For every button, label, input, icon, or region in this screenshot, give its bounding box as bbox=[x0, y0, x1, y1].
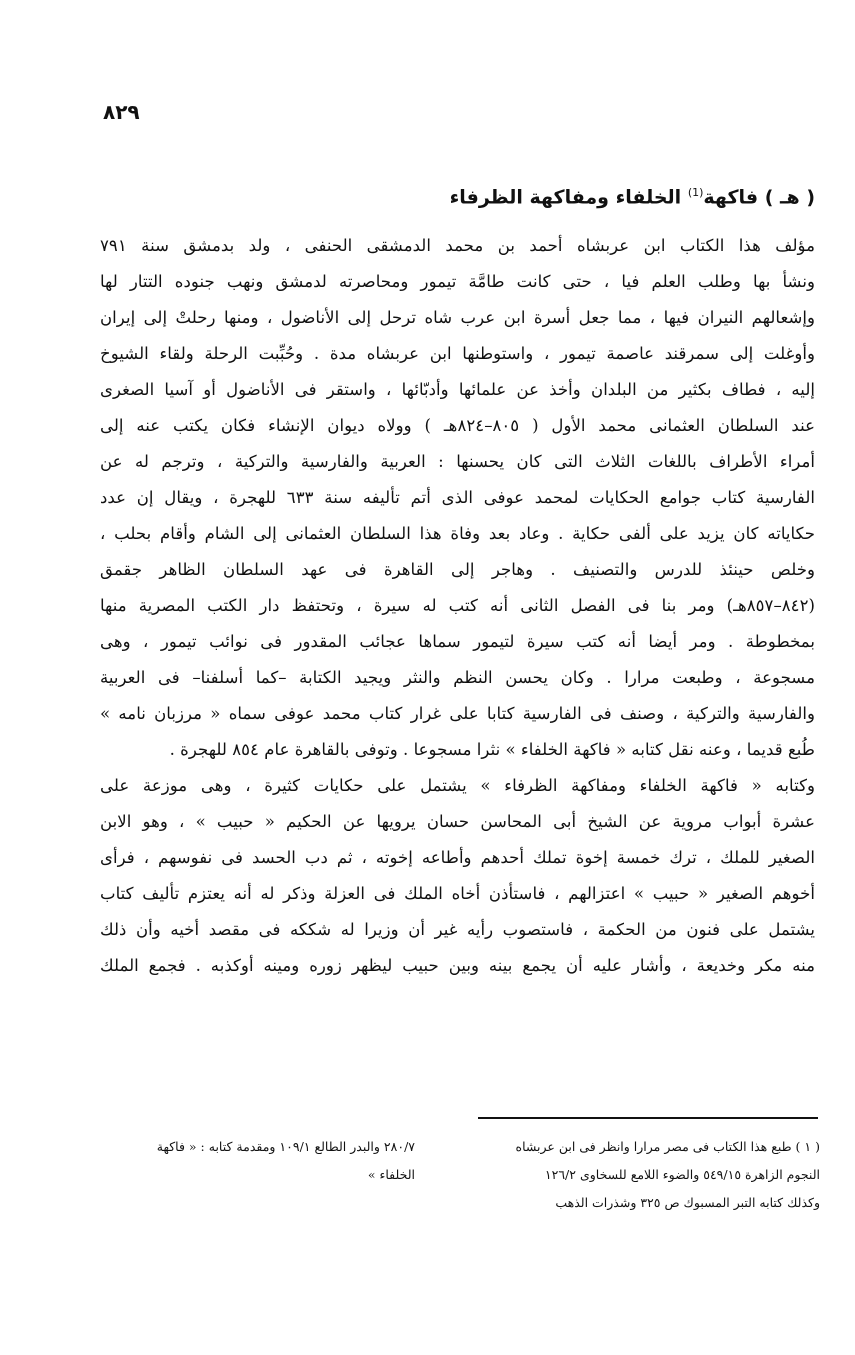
body-line: طُبع قديما ، وعنه نقل كتابه « فاكهة الخلفاء » نثرا مسجوعا . وتوفى بالقاهرة عام ٨٥٤ للهجرة . bbox=[169, 740, 815, 759]
heading-marker: ( هـ ) bbox=[764, 186, 815, 209]
body-line: حكاياته كان يزيد على ألفى حكاية . وعاد بعد وفاة هذا السلطان العثمانى إلى الشام وأقام بحلب ، bbox=[100, 524, 815, 543]
footnote-line: ٢٨٠/٧ والبدر الطالع ١٠٩/١ ومقدمة كتابه : « فاكهة bbox=[156, 1139, 415, 1154]
body-line: أخوهم الصغير « حبيب » اعتزالهم ، فاستأذن أخاه الملك فى العزلة وذكر له أنه يعتزم تأليف كتاب bbox=[100, 884, 815, 903]
heading-title-start: فاكهة bbox=[703, 186, 759, 209]
footnote-divider bbox=[478, 1117, 818, 1119]
footnote-reference[interactable]: (1) bbox=[687, 186, 704, 199]
body-line: وإشعالهم النيران فيها ، مما جعل أسرة ابن عرب شاه ترحل إلى الأناضول ، ومنها رحلتْ إلى إيران bbox=[100, 308, 815, 327]
body-line: والفارسية والتركية ، وصنف فى الفارسية كتابا على غرار كتاب محمد عوفى سماه « مرزبان نامه » bbox=[100, 704, 815, 723]
footnote-line: النجوم الزاهرة ٥٤٩/١٥ والضوء اللامع للسخاوى ١٢٦/٢ bbox=[544, 1167, 820, 1182]
heading-title-rest: الخلفاء ومفاكهة الظرفاء bbox=[449, 186, 682, 209]
body-line: وخلص حينئذ للدرس والتصنيف . وهاجر إلى القاهرة فى عهد السلطان الظاهر جقمق bbox=[100, 560, 815, 579]
body-line: إليه ، فطاف بكثير من البلدان وأخذ عن علمائها وأدبّائها ، واستقر فى الأناضول أو آسيا الصغرى bbox=[100, 380, 815, 399]
body-line: عند السلطان العثمانى محمد الأول ( ٨٠٥–٨٢٤هـ ) وولاه ديوان الإنشاء فكان يكتب عنه إلى bbox=[100, 416, 815, 435]
body-line: (٨٤٢–٨٥٧هـ) ومر بنا فى الفصل الثانى أنه كتب له سيرة ، وتحتفظ دار الكتب المصرية منها bbox=[100, 596, 815, 615]
body-line: ونشأ بها وطلب العلم فيا ، حتى كانت طامَّة تيمور ومحاصرته لدمشق ونهب جنوده التتار لها bbox=[100, 272, 815, 291]
body-text bbox=[100, 228, 815, 984]
body-line: يشتمل على فنون من الحكمة ، فاستصوب رأيه غير أن وزيرا له شككه فى مقصد أخيه وأن ذلك bbox=[100, 920, 815, 939]
footnotes bbox=[95, 1133, 820, 1258]
footnote-column-left bbox=[95, 1133, 415, 1189]
footnote-line: وكذلك كتابه التبر المسبوك ص ٣٢٥ وشذرات الذهب bbox=[555, 1195, 820, 1210]
footnote-line: ( ١ ) طبع هذا الكتاب فى مصر مرارا وانظر فى ابن عربشاه bbox=[515, 1139, 820, 1154]
body-line: أمراء الأطراف باللغات الثلاث التى كان يحسنها : العربية والفارسية والتركية ، وترجم له عن bbox=[100, 452, 815, 471]
page-number: ٨٢٩ bbox=[103, 100, 140, 124]
body-line: بمخطوطة . ومر أيضا أنه كتب سيرة لتيمور سماها عجائب المقدور فى نوائب تيمور ، وهى bbox=[100, 632, 815, 651]
body-line: وكتابه « فاكهة الخلفاء ومفاكهة الظرفاء » يشتمل على حكايات كثيرة ، وهى موزعة على bbox=[100, 776, 815, 795]
body-line: الصغير للملك ، ترك خمسة إخوة تملك أحدهم وأطاعه إخوته ، ثم دب الحسد فى نفوسهم ، فرأى bbox=[100, 848, 815, 867]
body-line: مؤلف هذا الكتاب ابن عربشاه أحمد بن محمد الدمشقى الحنفى ، ولد بدمشق سنة ٧٩١ bbox=[100, 236, 815, 255]
section-heading bbox=[115, 186, 815, 208]
footnote-line: الخلفاء » bbox=[367, 1167, 415, 1182]
body-line: منه مكر وخديعة ، وأشار عليه أن يجمع بينه وبين حبيب ليظهر زوره ومينه أوكذبه . فجمع الملك bbox=[100, 956, 815, 975]
footnote-column-right bbox=[435, 1133, 820, 1217]
body-line: عشرة أبواب مروية عن الشيخ أبى المحاسن حسان يرويها عن الحكيم « حبيب » ، وهو الابن bbox=[100, 812, 815, 831]
body-line: الفارسية كتاب جوامع الحكايات لمحمد عوفى الذى أتم تأليفه سنة ٦٣٣ للهجرة ، ويقال إن عدد bbox=[100, 488, 815, 507]
body-line: مسجوعة ، وطبعت مرارا . وكان يحسن النظم والنثر ويجيد الكتابة –كما أسلفنا– فى العربية bbox=[100, 668, 815, 687]
body-line: وأوغلت إلى سمرقند عاصمة تيمور ، واستوطنها ابن عربشاه مدة . وحُبِّبت الرحلة ولقاء الشيوخ bbox=[100, 344, 815, 363]
